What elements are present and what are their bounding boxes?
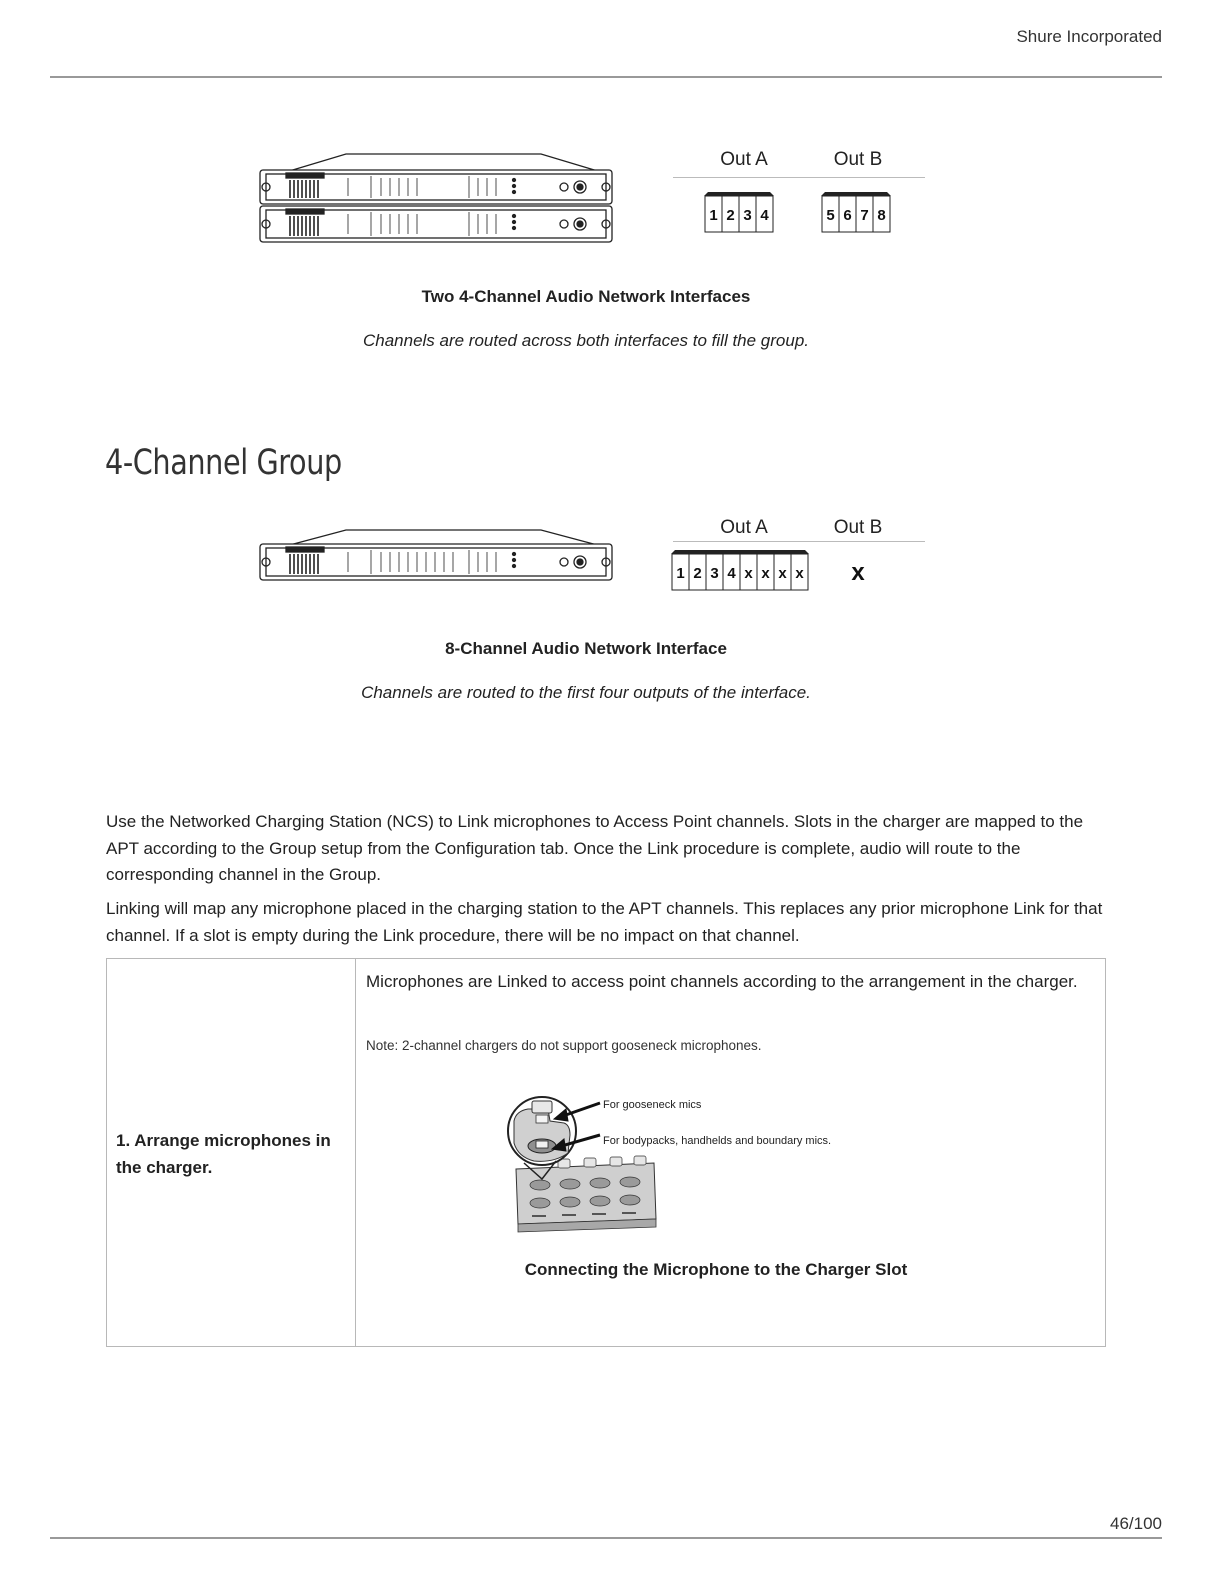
callout-gooseneck-mics: For gooseneck mics — [603, 1099, 702, 1111]
callout-bodypacks-handhelds-boundary: For bodypacks, handhelds and boundary mics. — [603, 1135, 832, 1147]
body-paragraph-1: Use the Networked Charging Station (NCS) to Link microphones to Access Point channels. Slots in the charger are mapped to the APT according to the Group setup from the Configuration tab. Once the Link procedure is complete, audio will route to the corresponding channel in the Group. — [106, 812, 1084, 884]
figure1-out-b-label: Out B — [833, 149, 883, 170]
figure2-channel-5: x — [744, 565, 753, 582]
header-divider — [50, 76, 1162, 78]
figure2-out-b-unused-marker: x — [851, 559, 865, 586]
figure2-channel-8: x — [795, 565, 804, 582]
figure2-channel-3: 3 — [710, 565, 719, 582]
figure2-channel-6: x — [761, 565, 770, 582]
rack-unit-illustration — [256, 528, 616, 586]
footer-divider — [50, 1537, 1162, 1539]
figure2-channel-7: x — [778, 565, 787, 582]
figure1-channel-5: 5 — [826, 207, 835, 224]
figure1-channel-3: 3 — [743, 207, 752, 224]
figure2-out-a-connector — [671, 550, 809, 590]
figure2-out-b-label: Out B — [833, 517, 883, 538]
step-table-label-cell — [107, 959, 356, 1346]
figure2-output-diagram — [670, 508, 930, 598]
figure2-channel-2: 2 — [693, 565, 702, 582]
figure2-caption-text: Channels are routed to the first four outputs of the interface. — [361, 683, 811, 702]
page-number: 46/100 — [1110, 1514, 1162, 1533]
charger-illustration — [504, 1091, 834, 1236]
figure1-channel-4: 4 — [760, 207, 769, 224]
figure2-out-a-label: Out A — [720, 517, 768, 538]
figure1-channel-2: 2 — [726, 207, 735, 224]
figure1-channel-8: 8 — [877, 207, 886, 224]
rack-unit-lower — [260, 206, 612, 242]
step-1-label: 1. Arrange microphones in the charger. — [116, 1131, 331, 1177]
rack-unit-upper — [260, 154, 612, 204]
rack-units-illustration — [256, 150, 616, 246]
figure1-channel-7: 7 — [860, 207, 869, 224]
figure1-channel-6: 6 — [843, 207, 852, 224]
section-title: 4-Channel Group — [105, 443, 342, 484]
body-paragraph-2: Linking will map any microphone placed in the charging station to the APT channels. This replaces any prior microphone Link for that channel. If a slot is empty during the Link procedure, there will be no impact on that channel. — [106, 899, 1103, 945]
step-1-description: Microphones are Linked to access point channels according to the arrangement in the charger. — [366, 972, 1078, 991]
figure2-caption-title: 8-Channel Audio Network Interface — [445, 639, 727, 658]
step-table-content-cell — [356, 959, 1105, 1346]
figure2-channel-4: 4 — [727, 565, 736, 582]
figure1-caption-title: Two 4-Channel Audio Network Interfaces — [421, 287, 751, 306]
figure1-channel-1: 1 — [709, 207, 718, 224]
figure1-out-b-connector — [821, 192, 891, 232]
figure1-out-a-connector — [704, 192, 774, 232]
charger-figure-caption: Connecting the Microphone to the Charger Slot — [524, 1260, 908, 1279]
step-1-note: Note: 2-channel chargers do not support gooseneck microphones. — [366, 1038, 762, 1053]
figure1-caption-text: Channels are routed across both interfaces to fill the group. — [362, 331, 810, 350]
figure1-output-diagram — [670, 140, 930, 240]
header-company-name: Shure Incorporated — [1016, 27, 1162, 46]
charger-base — [516, 1156, 656, 1232]
figure2-channel-1: 1 — [676, 565, 685, 582]
step-table — [106, 958, 1106, 1347]
figure1-out-a-label: Out A — [720, 149, 768, 170]
